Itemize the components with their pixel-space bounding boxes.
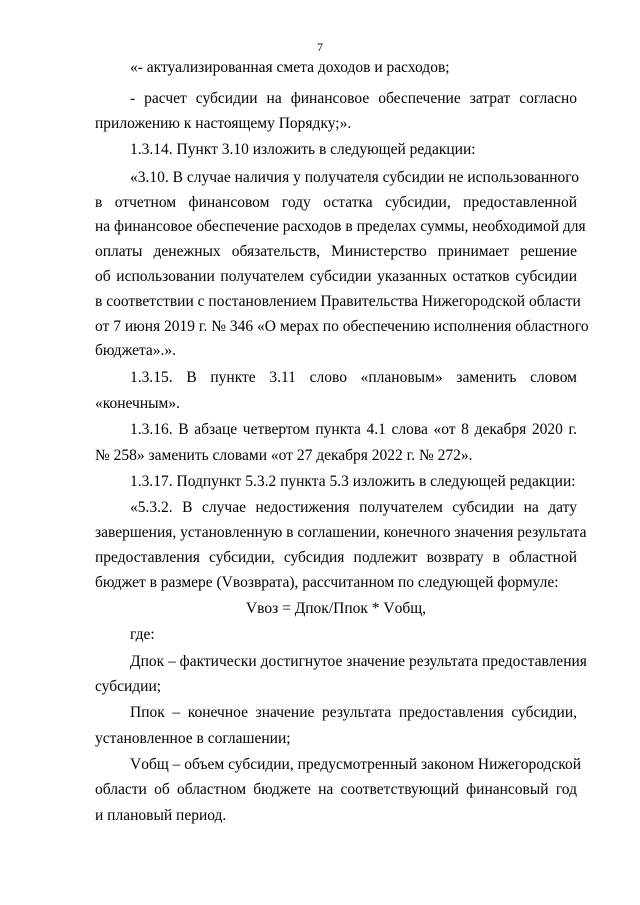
text-line: в соответствии с постановлением Правительства Нижегородской области	[95, 293, 581, 310]
text-line: 1.3.15. В пункте 3.11 слово «плановым» заменить словом	[130, 369, 577, 386]
text-line: 1.3.14. Пункт 3.10 изложить в следующей редакции:	[130, 141, 476, 158]
text-line: оплаты денежных обязательств, Министерство принимает решение	[95, 243, 577, 260]
text-line: 1.3.17. Подпункт 5.3.2 пункта 5.3 изложить в следующей редакции:	[130, 473, 576, 490]
text-line: бюджет в размере (Vвозврата), рассчитанном по следующей формуле:	[95, 574, 559, 591]
text-line: предоставления субсидии, субсидия подлежит возврату в областной	[95, 549, 577, 566]
text-line: «3.10. В случае наличия у получателя субсидии не использованного	[130, 169, 580, 186]
text-line: приложению к настоящему Порядку;».	[95, 115, 352, 132]
text-line: и плановый период.	[95, 807, 227, 824]
page-number: 7	[317, 40, 323, 54]
text-line: установленное в соглашении;	[95, 730, 291, 747]
text-line: № 258» заменить словами «от 27 декабря 2022 г. № 272».	[95, 447, 473, 464]
text-line: Дпок – фактически достигнутое значение результата предоставления	[130, 653, 587, 670]
text-line: «- актуализированная смета доходов и расходов;	[130, 59, 450, 76]
text-line: где:	[130, 626, 155, 643]
text-line: «конечным».	[95, 395, 180, 412]
text-line: области об областном бюджете на соответствующий финансовый год	[95, 781, 577, 798]
text-line: на финансовое обеспечение расходов в пределах суммы, необходимой для	[95, 218, 586, 235]
text-line: от 7 июня 2019 г. № 346 «О мерах по обеспечению исполнения областного	[95, 318, 589, 335]
text-line: Vобщ – объем субсидии, предусмотренный законом Нижегородской	[130, 756, 582, 773]
text-line: субсидии;	[95, 678, 162, 695]
text-line: об использовании получателем субсидии указанных остатков субсидии	[95, 268, 577, 285]
formula: Vвоз = Дпок/Ппок * Vобщ,	[245, 600, 427, 617]
text-line: Ппок – конечное значение результата предоставления субсидии,	[130, 704, 577, 721]
text-line: «5.3.2. В случае недостижения получателем субсидии на дату	[130, 499, 577, 516]
text-line: 1.3.16. В абзаце четвертом пункта 4.1 слова «от 8 декабря 2020 г.	[130, 421, 577, 438]
text-line: - расчет субсидии на финансовое обеспечение затрат согласно	[130, 90, 577, 107]
text-line: бюджета».».	[95, 342, 177, 359]
text-line: завершения, установленную в соглашении, конечного значения результата	[95, 524, 587, 541]
text-line: в отчетном финансовом году остатка субсидии, предоставленной	[95, 194, 577, 211]
